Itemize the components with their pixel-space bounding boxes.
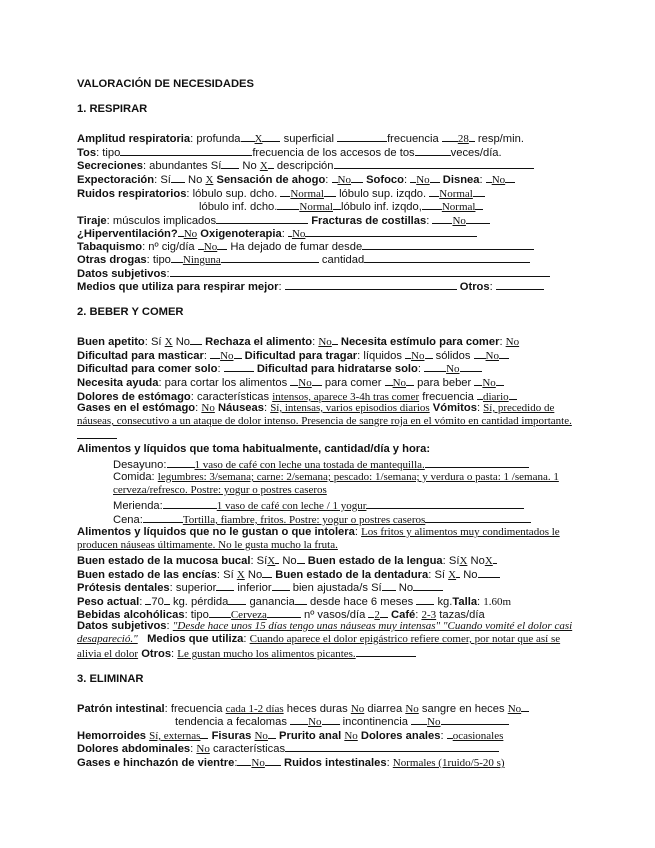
field-desayuno: Desayuno: 1 vaso de café con leche una tostada de mantequilla. (113, 457, 529, 472)
document-title: VALORACIÓN DE NECESIDADES (77, 78, 254, 90)
field-cena: Cena: Tortilla, fiambre, fritos. Postre: yogur o postres caseros (113, 512, 531, 527)
field-otras-drogas: Otras drogas: tipo Ninguna cantidad (77, 252, 530, 267)
field-datos-subjetivos-comer: Datos subjetivos: "Desde hace unos 15 días tengo unas náuseas muy intensas" "Cuando vomité el dolor casi desapareció." Medios que utiliza: Cuando aparece el dolor epigástrico refiere comer, por notar que así se alivia el dolor Otros: Le gustan mucho los alimentos picantes. (77, 620, 573, 660)
field-tiraje: Tiraje: músculos implicados Fracturas de costillas: No (77, 213, 490, 228)
field-hemorroides: Hemorroides Sí, externas Fisuras No Prurito anal No Dolores anales: ocasionales (77, 730, 504, 742)
field-protesis: Prótesis dentales: superior inferior bien ajustada/s Sí No (77, 580, 443, 595)
field-amplitud-respiratoria: Amplitud respiratoria: profunda X superficial frecuencia 28 resp/min. (77, 133, 524, 145)
field-dolores-estomago: Dolores de estómago: características intensos, aparece 3-4h tras comer frecuencia diario (77, 389, 517, 404)
field-tabaquismo: Tabaquismo: nº cig/día No Ha dejado de fumar desde (77, 239, 534, 254)
field-dificultad-comer-solo: Dificultad para comer solo: Dificultad para hidratarse solo: No (77, 361, 482, 376)
field-secreciones: Secreciones: abundantes Sí No X descripción (77, 158, 534, 173)
field-mucosa-lengua: Buen estado de la mucosa bucal: SíX No Buen estado de la lengua: SíX NoX (77, 553, 497, 568)
field-datos-subjetivos-respirar: Datos subjetivos: (77, 266, 550, 281)
field-bebidas-alcoholicas: Bebidas alcohólicas: tipo Cerveza nº vasos/día 2 Café: 2-3 tazas/día (77, 609, 485, 621)
field-peso: Peso actual: 70 kg. pérdida ganancia desde hace 6 meses kg.Talla: 1.60m (77, 596, 512, 608)
alimentos-heading: Alimentos y líquidos que toma habitualmente, cantidad/día y hora: (77, 443, 431, 455)
section-heading-respirar: 1. RESPIRAR (77, 103, 148, 115)
field-buen-apetito: Buen apetito: Sí X No Rechaza el alimento: No Necesita estímulo para comer: No (77, 336, 520, 348)
field-comida: Comida: legumbres: 3/semana; carne: 2/semana; pescado: 1/semana; y verdura o pasta: 1 /semana. 1 cerveza/refresco. Postre: yogur o postres caseros (113, 471, 559, 496)
field-tos: Tos: tipo frecuencia de los accesos de tos veces/día. (77, 147, 502, 159)
section-heading-eliminar: 3. ELIMINAR (77, 673, 144, 685)
field-necesita-ayuda: Necesita ayuda: para cortar los alimentos No para comer No para beber No (77, 375, 504, 390)
field-hiperventilacion: ¿Hiperventilación? No Oxigenoterapia: No (77, 226, 477, 241)
field-patron-intestinal: Patrón intestinal: frecuencia cada 1-2 días heces duras No diarrea No sangre en heces No (77, 701, 529, 716)
field-patron-intestinal-2: tendencia a fecalomas No incontinencia No (175, 714, 509, 729)
field-medios-respirar: Medios que utiliza para respirar mejor: Otros: (77, 279, 544, 294)
field-merienda: Merienda: 1 vaso de café con leche / 1 yogur (113, 498, 524, 513)
field-gases-hinchazon: Gases e hinchazón de vientre: No Ruidos intestinales: Normales (1ruido/5-20 s) (77, 757, 505, 769)
field-ruidos-respiratorios: Ruidos respiratorios: lóbulo sup. dcho. Normal lóbulo sup. izqdo. Normal (77, 186, 485, 201)
field-dificultad-masticar: Dificultad para masticar: No Dificultad para tragar: líquidos No sólidos No (77, 348, 509, 363)
field-dolores-abdominales: Dolores abdominales: No características (77, 741, 499, 756)
field-gases-nauseas-vomitos: Gases en el estómago: No Náuseas: Sí, intensas, varios episodios diarios Vómitos: Sí, precedido de náuseas, consecutivo a un ataque de dolor intenso. Presencia de sangre roja en el vómito en cantidad importante. (77, 402, 579, 443)
field-encias-dentadura: Buen estado de las encías: Sí X No Buen estado de la dentadura: Sí X No (77, 567, 500, 582)
field-expectoracion: Expectoración: Sí No X Sensación de ahogo: No Sofoco: No Disnea: No (77, 172, 515, 187)
section-heading-beber-comer: 2. BEBER Y COMER (77, 306, 184, 318)
field-intolera: Alimentos y líquidos que no le gustan o que intolera: Los fritos y alimentos muy condimentados le producen náuseas últimamente. No le gusta mucho la fruta. (77, 526, 560, 551)
field-ruidos-inferiores: lóbulo inf. dcho. Normal lóbulo inf. izqdo, Normal (199, 199, 483, 214)
